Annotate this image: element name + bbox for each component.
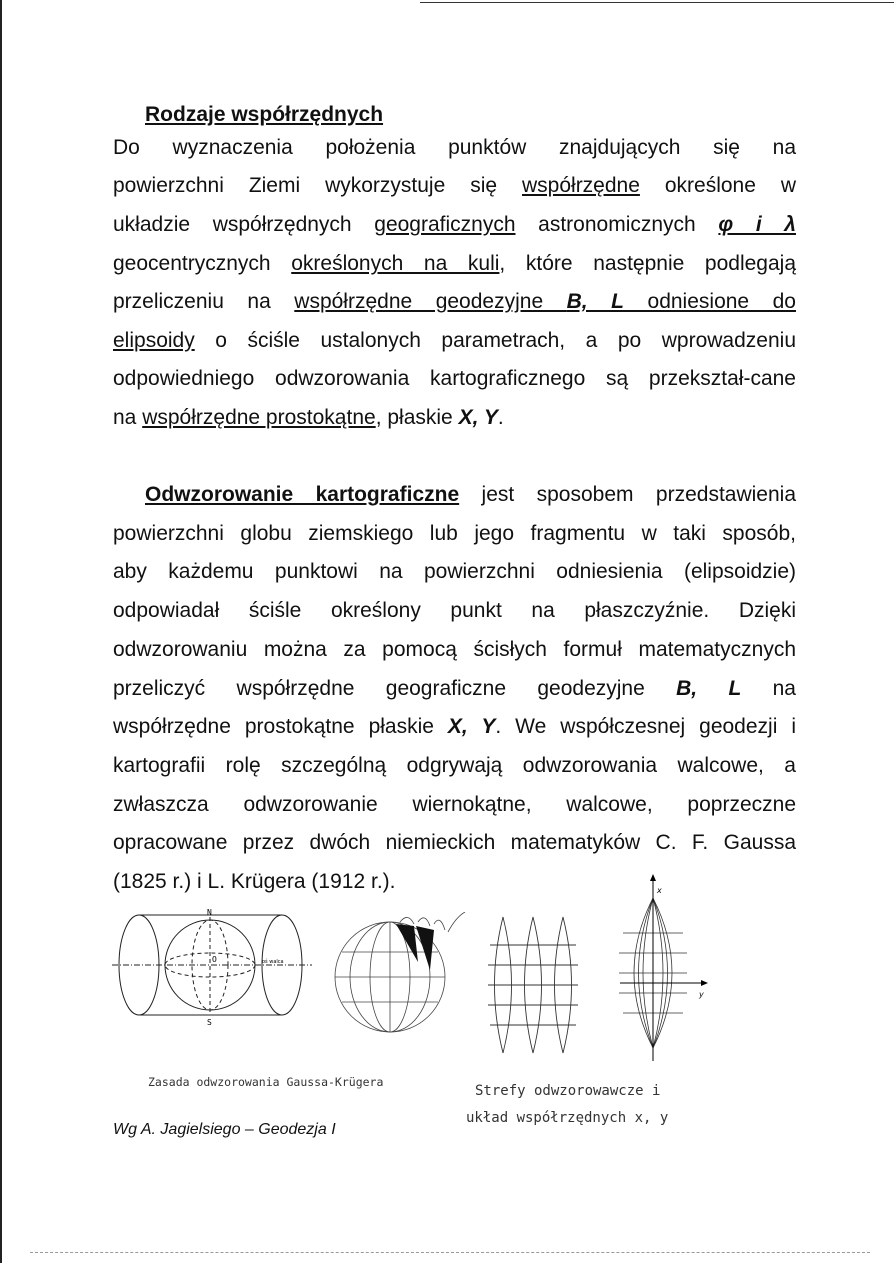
text-segment: X, Y — [458, 406, 498, 429]
text-line — [113, 559, 796, 585]
text-segment: jest sposobem przedstawienia — [459, 483, 797, 506]
underlined-term: Rodzaje współrzędnych — [145, 103, 384, 126]
text-segment: geocentrycznych — [113, 252, 292, 275]
underlined-term: współrzędne — [522, 174, 640, 197]
underlined-term: współrzędne geodezyjne — [294, 290, 567, 313]
underlined-term: odniesione do — [624, 290, 796, 313]
axis-label: oś walca — [262, 959, 284, 965]
text-segment: (1825 r.) i L. Krügera (1912 r.). — [113, 870, 396, 893]
x-axis-label: x — [657, 886, 662, 895]
text-segment: Do wyznaczenia położenia punktów znajdujących się na — [113, 136, 796, 159]
text-segment: o ściśle ustalonych parametrach, a po wprowadzeniu — [194, 329, 796, 352]
text-segment: . — [497, 406, 504, 429]
text-line — [113, 251, 796, 277]
text-line — [145, 482, 796, 508]
figure-right-caption-1: Strefy odwzorowawcze i — [475, 1083, 661, 1099]
text-segment — [697, 677, 728, 700]
text-line — [113, 598, 796, 624]
text-segment: współrzędne prostokątne płaskie — [113, 715, 448, 738]
figure-right-caption-2: układ współrzędnych x, y — [466, 1110, 669, 1126]
scan-edge — [0, 0, 2, 1263]
text-line — [113, 405, 796, 431]
text-segment: określone w — [639, 174, 796, 197]
cylinder-sphere-diagram — [112, 905, 312, 1035]
text-line — [113, 753, 796, 779]
underlined-term: Odwzorowanie kartograficzne — [145, 483, 460, 506]
figure-left-caption: Zasada odwzorowania Gaussa-Krügera — [148, 1075, 384, 1089]
text-segment: odpowiedniego odwzorowania kartograficznego są przekształ-cane — [113, 367, 796, 390]
text-segment: L — [728, 677, 742, 700]
text-line — [113, 792, 796, 818]
text-line — [145, 102, 796, 128]
text-segment: aby każdemu punktowi na powierzchni odniesienia (elipsoidzie) — [113, 560, 796, 583]
globe-zones-diagram — [330, 912, 475, 1037]
underlined-term: geograficznych — [374, 213, 516, 236]
text-segment: , płaskie — [375, 406, 459, 429]
text-line — [113, 830, 796, 856]
text-segment: . We współczesnej geodezji i — [495, 715, 796, 738]
text-line — [113, 521, 796, 547]
figure-source: Wg A. Jagielsiego – Geodezja I — [113, 1121, 336, 1138]
y-axis-label: y — [699, 990, 704, 999]
text-segment: opracowane przez dwóch niemieckich matematyków C. F. Gaussa — [113, 831, 796, 854]
text-line — [113, 289, 796, 315]
text-line — [113, 637, 796, 663]
text-segment: przeliczyć współrzędne geograficzne geodezyjne — [113, 677, 677, 700]
underlined-term: B, L — [566, 290, 624, 313]
text-segment: układzie współrzędnych — [113, 213, 375, 236]
text-segment: X, Y — [447, 715, 496, 738]
text-line — [113, 173, 796, 199]
text-segment: odwzorowaniu można za pomocą ścisłych formuł matematycznych — [113, 638, 796, 661]
text-segment: , które następnie podlegają — [499, 252, 797, 275]
underlined-term: współrzędne prostokątne — [142, 406, 376, 429]
text-segment: odpowiadał ściśle określony punkt na płaszczyźnie. Dzięki — [113, 599, 796, 622]
scan-edge-top — [420, 2, 894, 3]
text-segment: B, — [676, 677, 698, 700]
north-label: N — [207, 908, 212, 917]
text-line — [113, 676, 796, 702]
scan-artifact — [30, 1252, 870, 1254]
text-segment: kartografii rolę szczególną odgrywają odwzorowania walcowe, a — [113, 754, 796, 777]
text-line — [113, 714, 796, 740]
text-segment: astronomicznych — [515, 213, 719, 236]
text-segment: powierzchni Ziemi wykorzystuje się — [113, 174, 522, 197]
text-segment: przeliczeniu na — [113, 290, 295, 313]
underlined-term: elipsoidy — [113, 329, 195, 352]
text-line — [113, 366, 796, 392]
text-line — [113, 212, 796, 238]
text-segment: zwłaszcza odwzorowanie wiernokątne, walcowe, poprzeczne — [113, 793, 796, 816]
text-segment: powierzchni globu ziemskiego lub jego fragmentu w taki sposób, — [113, 522, 796, 545]
south-label: S — [207, 1018, 212, 1027]
text-segment: na — [113, 406, 143, 429]
text-segment: na — [741, 677, 796, 700]
text-line — [113, 135, 796, 161]
text-line — [113, 328, 796, 354]
center-label: O — [212, 955, 217, 964]
underlined-term: φ i λ — [718, 213, 796, 236]
underlined-term: określonych na kuli — [291, 252, 500, 275]
projection-zones-diagram — [488, 915, 578, 1055]
zone-coordinate-system-diagram — [615, 873, 715, 1063]
